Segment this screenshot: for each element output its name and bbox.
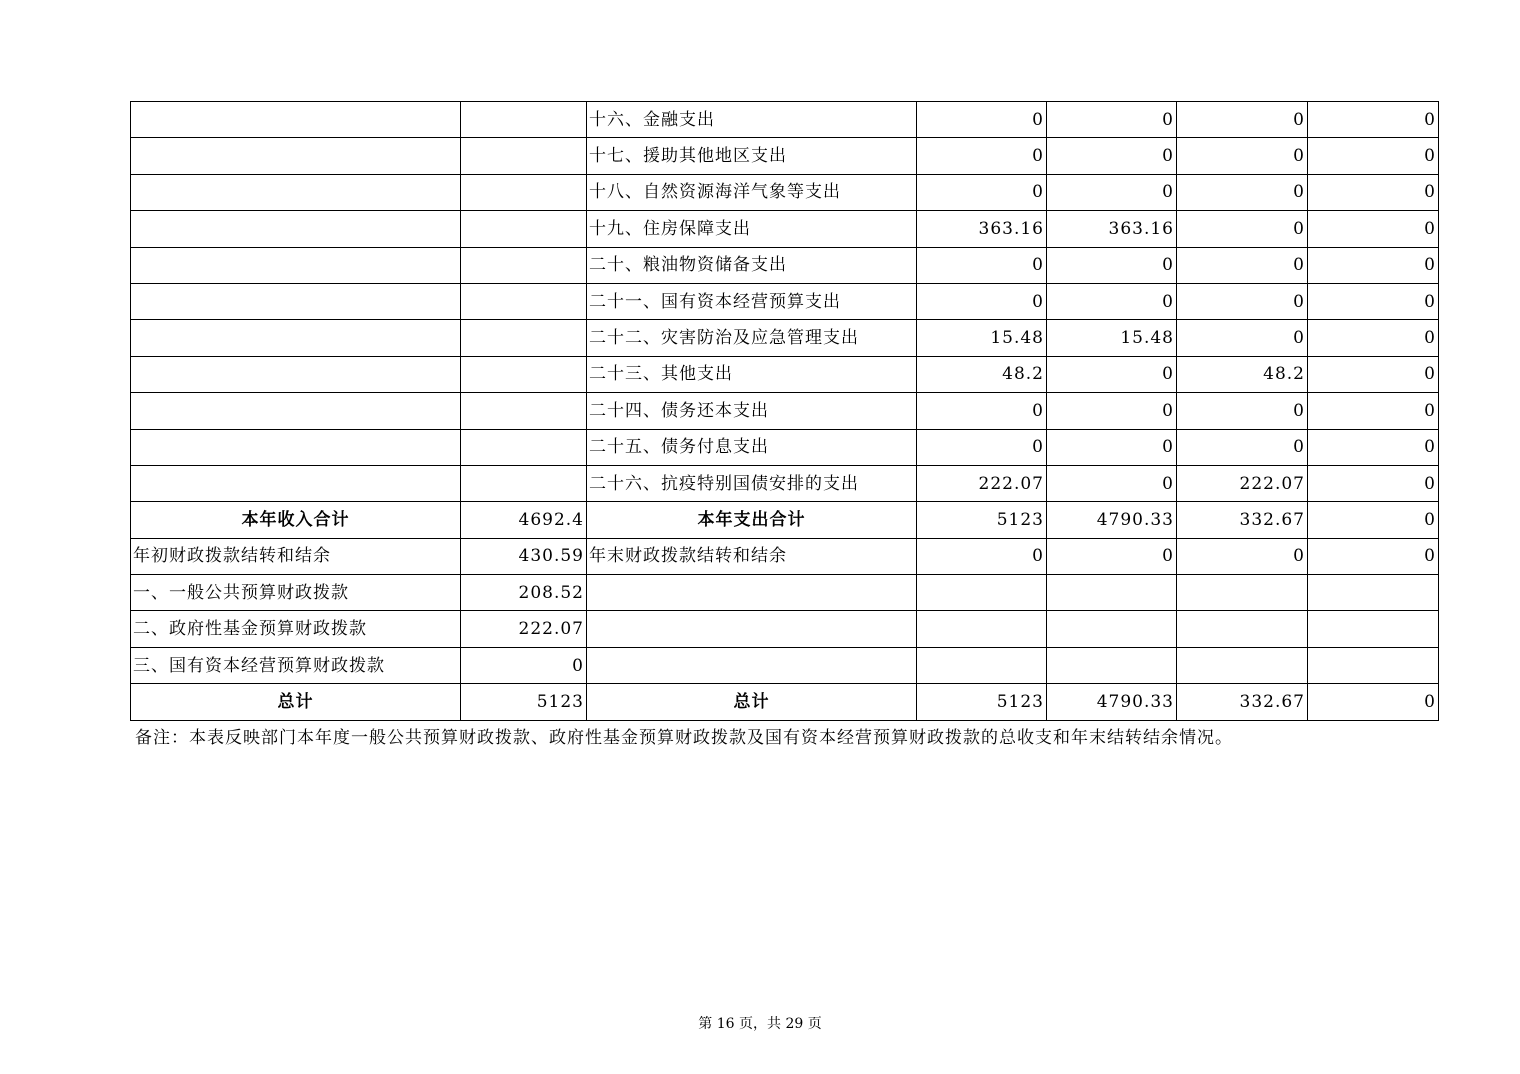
table-cell-c3: 十六、金融支出 <box>587 102 917 138</box>
table-row <box>131 356 1439 392</box>
table-cell-c2 <box>461 356 587 392</box>
table-cell-c2: 430.59 <box>461 538 587 574</box>
table-cell-c1 <box>131 283 461 319</box>
table-cell-c3: 本年支出合计 <box>587 502 917 538</box>
table-cell-c4: 0 <box>917 393 1047 429</box>
table-cell-c2 <box>461 138 587 174</box>
table-cell-c6: 222.07 <box>1177 465 1308 501</box>
table-cell-c5: 15.48 <box>1047 320 1177 356</box>
table-cell-c5: 0 <box>1047 138 1177 174</box>
table-cell-c5: 4790.33 <box>1047 684 1177 720</box>
table-cell-c4: 0 <box>917 174 1047 210</box>
table-row <box>131 575 1439 611</box>
table-cell-c2 <box>461 174 587 210</box>
table-cell-c5: 0 <box>1047 247 1177 283</box>
table-cell-c5: 0 <box>1047 393 1177 429</box>
table-cell-c6: 0 <box>1177 393 1308 429</box>
table-cell-c7: 0 <box>1308 211 1439 247</box>
table-cell-c3 <box>587 575 917 611</box>
table-cell-c5: 0 <box>1047 356 1177 392</box>
table-cell-c1 <box>131 102 461 138</box>
table-row <box>131 283 1439 319</box>
table-cell-c5: 0 <box>1047 174 1177 210</box>
table-cell-c4: 0 <box>917 247 1047 283</box>
table-row <box>131 320 1439 356</box>
table-cell-c6: 0 <box>1177 211 1308 247</box>
table-cell-c1 <box>131 356 461 392</box>
table-cell-c3: 年末财政拨款结转和结余 <box>587 538 917 574</box>
budget-table <box>130 101 1439 721</box>
table-cell-c7 <box>1308 611 1439 647</box>
table-cell-c3: 二十一、国有资本经营预算支出 <box>587 283 917 319</box>
table-cell-c1 <box>131 138 461 174</box>
table-cell-c5: 0 <box>1047 283 1177 319</box>
table-cell-c1: 本年收入合计 <box>131 502 461 538</box>
table-cell-c7: 0 <box>1308 538 1439 574</box>
table-cell-c5: 0 <box>1047 429 1177 465</box>
table-cell-c7: 0 <box>1308 465 1439 501</box>
table-cell-c4 <box>917 611 1047 647</box>
table-cell-c7: 0 <box>1308 138 1439 174</box>
table-cell-c4: 5123 <box>917 502 1047 538</box>
table-cell-c3 <box>587 611 917 647</box>
table-cell-c7: 0 <box>1308 356 1439 392</box>
table-cell-c3 <box>587 647 917 683</box>
table-cell-c4: 5123 <box>917 684 1047 720</box>
table-cell-c4: 222.07 <box>917 465 1047 501</box>
table-note: 备注：本表反映部门本年度一般公共预算财政拨款、政府性基金预算财政拨款及国有资本经营预算财政拨款的总收支和年末结转结余情况。 <box>135 728 1233 748</box>
table-cell-c5 <box>1047 575 1177 611</box>
table-cell-c7: 0 <box>1308 174 1439 210</box>
table-cell-c4: 15.48 <box>917 320 1047 356</box>
table-cell-c5 <box>1047 647 1177 683</box>
table-cell-c3: 二十四、债务还本支出 <box>587 393 917 429</box>
table-row <box>131 138 1439 174</box>
table-cell-c7: 0 <box>1308 247 1439 283</box>
table-cell-c5: 0 <box>1047 538 1177 574</box>
table-cell-c2 <box>461 393 587 429</box>
table-cell-c2 <box>461 102 587 138</box>
table-cell-c6: 332.67 <box>1177 684 1308 720</box>
table-cell-c7 <box>1308 647 1439 683</box>
table-cell-c4 <box>917 647 1047 683</box>
table-cell-c2 <box>461 320 587 356</box>
table-cell-c7: 0 <box>1308 502 1439 538</box>
table-cell-c7: 0 <box>1308 283 1439 319</box>
table-cell-c6: 0 <box>1177 102 1308 138</box>
table-cell-c6: 0 <box>1177 538 1308 574</box>
table-cell-c3: 二十五、债务付息支出 <box>587 429 917 465</box>
table-cell-c3: 十七、援助其他地区支出 <box>587 138 917 174</box>
table-cell-c6: 0 <box>1177 247 1308 283</box>
table-cell-c3: 总计 <box>587 684 917 720</box>
table-cell-c6 <box>1177 647 1308 683</box>
table-row <box>131 538 1439 574</box>
table-cell-c3: 二十六、抗疫特别国债安排的支出 <box>587 465 917 501</box>
table-cell-c1 <box>131 320 461 356</box>
table-cell-c3: 十九、住房保障支出 <box>587 211 917 247</box>
table-row <box>131 647 1439 683</box>
table-cell-c6: 0 <box>1177 429 1308 465</box>
table-cell-c3: 十八、自然资源海洋气象等支出 <box>587 174 917 210</box>
table-cell-c7: 0 <box>1308 393 1439 429</box>
table-cell-c7: 0 <box>1308 102 1439 138</box>
table-cell-c6 <box>1177 575 1308 611</box>
table-cell-c2: 208.52 <box>461 575 587 611</box>
table-cell-c1: 总计 <box>131 684 461 720</box>
table-cell-c1 <box>131 465 461 501</box>
table-cell-c2 <box>461 429 587 465</box>
table-cell-c5: 0 <box>1047 102 1177 138</box>
table-cell-c4: 48.2 <box>917 356 1047 392</box>
table-cell-c5: 0 <box>1047 465 1177 501</box>
table-row <box>131 502 1439 538</box>
table-cell-c4: 0 <box>917 102 1047 138</box>
table-cell-c7: 0 <box>1308 320 1439 356</box>
table-cell-c4: 0 <box>917 429 1047 465</box>
table-cell-c6: 332.67 <box>1177 502 1308 538</box>
table-cell-c6: 48.2 <box>1177 356 1308 392</box>
table-cell-c2 <box>461 211 587 247</box>
table-body <box>131 102 1439 721</box>
table-cell-c1: 二、政府性基金预算财政拨款 <box>131 611 461 647</box>
table-cell-c2 <box>461 247 587 283</box>
table-cell-c1 <box>131 247 461 283</box>
table-cell-c1 <box>131 174 461 210</box>
table-row <box>131 429 1439 465</box>
table-cell-c3: 二十、粮油物资储备支出 <box>587 247 917 283</box>
table-row <box>131 102 1439 138</box>
table-cell-c1: 一、一般公共预算财政拨款 <box>131 575 461 611</box>
table-cell-c4 <box>917 575 1047 611</box>
table-cell-c3: 二十三、其他支出 <box>587 356 917 392</box>
table-cell-c1 <box>131 211 461 247</box>
page-footer: 第 16 页，共 29 页 <box>698 1016 822 1032</box>
table-cell-c2: 4692.4 <box>461 502 587 538</box>
table-cell-c1 <box>131 393 461 429</box>
table-cell-c4: 363.16 <box>917 211 1047 247</box>
table-row <box>131 174 1439 210</box>
table-cell-c4: 0 <box>917 283 1047 319</box>
table-cell-c2: 222.07 <box>461 611 587 647</box>
table-cell-c5: 363.16 <box>1047 211 1177 247</box>
table-cell-c2: 5123 <box>461 684 587 720</box>
table-cell-c1 <box>131 429 461 465</box>
table-cell-c4: 0 <box>917 538 1047 574</box>
table-row <box>131 465 1439 501</box>
table-cell-c6 <box>1177 611 1308 647</box>
table-row <box>131 247 1439 283</box>
table-row <box>131 393 1439 429</box>
table-cell-c2: 0 <box>461 647 587 683</box>
table-row <box>131 684 1439 720</box>
table-cell-c6: 0 <box>1177 283 1308 319</box>
table-cell-c2 <box>461 283 587 319</box>
table-cell-c2 <box>461 465 587 501</box>
table-cell-c6: 0 <box>1177 320 1308 356</box>
table-cell-c1: 年初财政拨款结转和结余 <box>131 538 461 574</box>
table-cell-c7: 0 <box>1308 429 1439 465</box>
table-cell-c7 <box>1308 575 1439 611</box>
table-row <box>131 611 1439 647</box>
table-cell-c5: 4790.33 <box>1047 502 1177 538</box>
table-row <box>131 211 1439 247</box>
table-cell-c6: 0 <box>1177 138 1308 174</box>
table-cell-c4: 0 <box>917 138 1047 174</box>
table-cell-c1: 三、国有资本经营预算财政拨款 <box>131 647 461 683</box>
table-cell-c7: 0 <box>1308 684 1439 720</box>
table-cell-c3: 二十二、灾害防治及应急管理支出 <box>587 320 917 356</box>
table-cell-c5 <box>1047 611 1177 647</box>
table-cell-c6: 0 <box>1177 174 1308 210</box>
